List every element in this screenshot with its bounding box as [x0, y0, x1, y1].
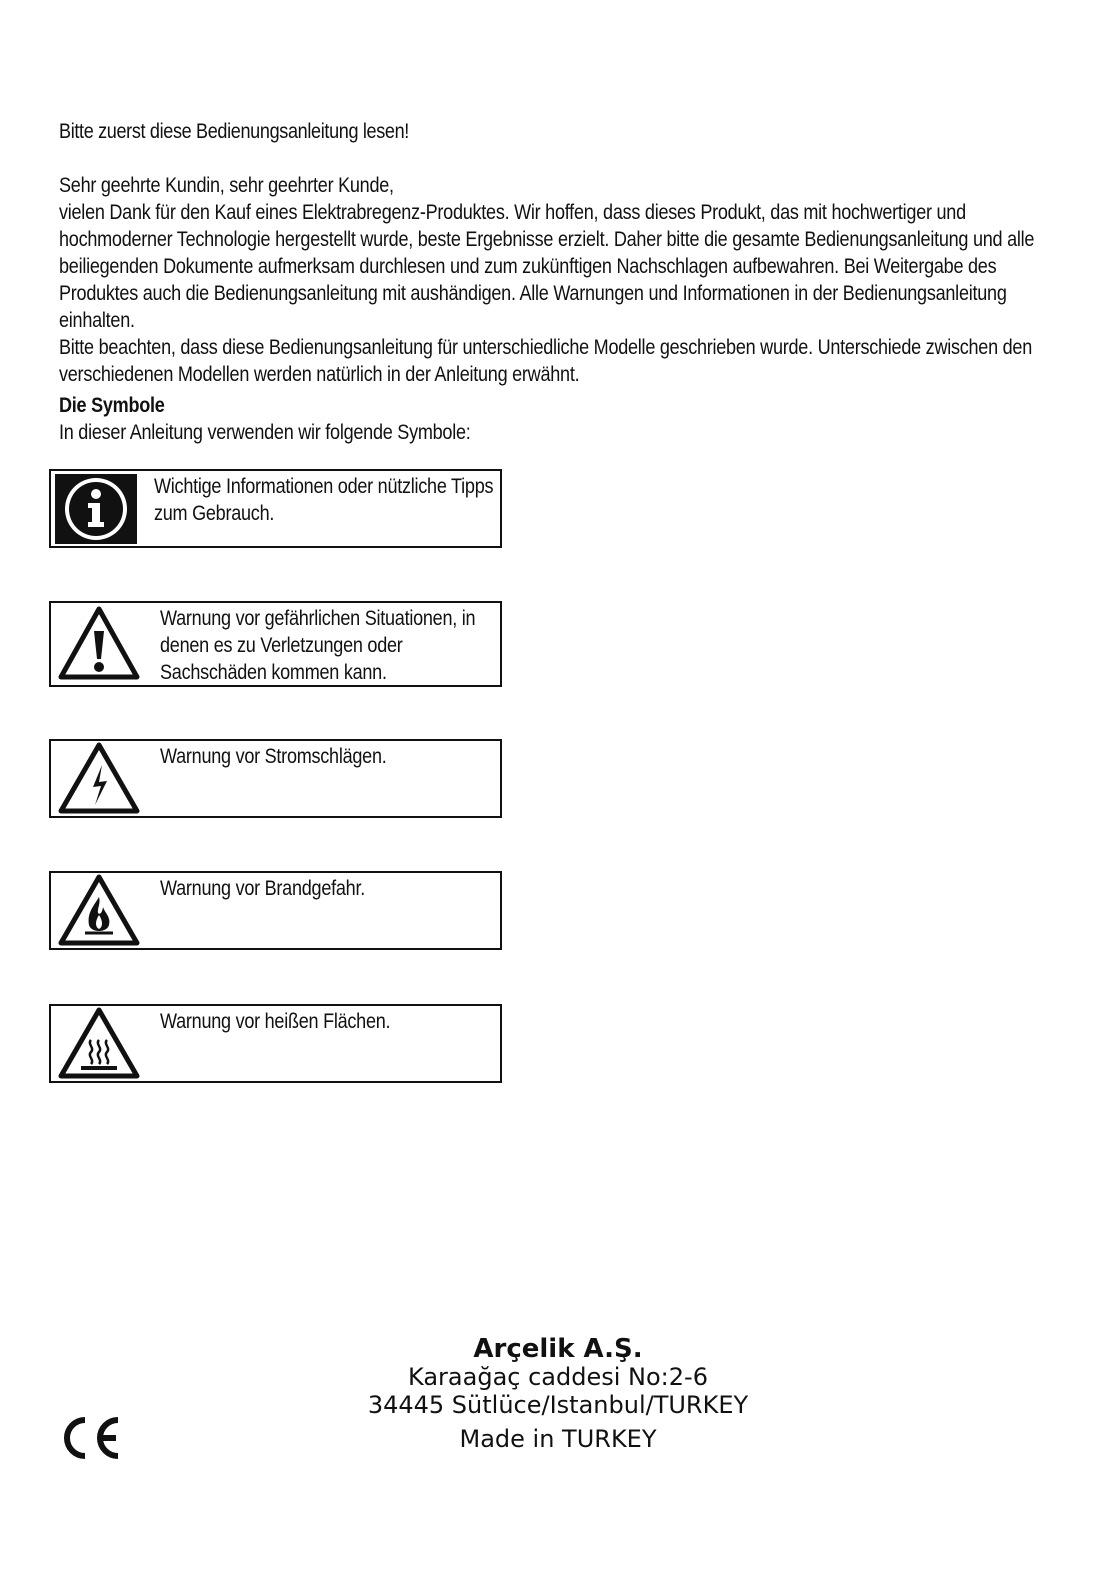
company-name: Arçelik A.Ş.	[473, 1334, 643, 1364]
street-address: Karaağaç caddesi No:2-6	[408, 1363, 708, 1391]
intro-paragraph: vielen Dank für den Kauf eines Elektrabregenz-Produktes. Wir hoffen, dass dieses Produkt, das mit hochwertiger und hochmoderner Technologie hergestellt wurde, beste Ergebnisse erzielt. Daher bitte die gesamte Bedienungsanleitung und alle beiliegenden Dokumente aufmerksam durchlesen und zum zukünftigen Nachschlagen aufbewahren. Bei Weitergabe des Produktes auch die Bedienungsanleitung mit aushändigen. Alle Warnungen und Informationen in der Bedienungsanleitung einhalten.	[59, 201, 1035, 332]
made-in: Made in TURKEY	[459, 1425, 657, 1453]
fire-text: Warnung vor Brandgefahr.	[160, 877, 365, 900]
manufacturer-address	[300, 1335, 816, 1453]
info-icon	[55, 474, 137, 549]
city-address: 34445 Sütlüce/Istanbul/TURKEY	[367, 1391, 749, 1419]
symbols-title: Die Symbole	[59, 394, 165, 417]
ce-mark-icon	[58, 1414, 124, 1467]
symbol-box-info	[49, 469, 502, 548]
symbols-intro: In dieser Anleitung verwenden wir folgende Symbole:	[59, 421, 471, 444]
electric-text: Warnung vor Stromschlägen.	[160, 745, 387, 768]
intro-text	[59, 172, 1052, 446]
warning-icon	[57, 605, 141, 686]
electric-shock-icon	[57, 741, 141, 820]
salutation: Sehr geehrte Kundin, sehr geehrter Kunde,	[59, 174, 394, 197]
symbol-box-warning	[49, 601, 502, 687]
info-text: Wichtige Informationen oder nützliche Tipps zum Gebrauch.	[154, 475, 494, 525]
warning-text: Warnung vor gefährlichen Situationen, in denen es zu Verletzungen oder Sachschäden kommen kann.	[160, 607, 476, 684]
fire-icon	[57, 873, 141, 952]
page-heading: Bitte zuerst diese Bedienungsanleitung lesen!	[59, 120, 409, 143]
hot-surface-text: Warnung vor heißen Flächen.	[160, 1010, 391, 1033]
symbol-box-fire	[49, 871, 502, 950]
symbol-box-electric	[49, 739, 502, 818]
symbol-box-hot-surface	[49, 1004, 502, 1083]
models-note: Bitte beachten, dass diese Bedienungsanleitung für unterschiedliche Modelle geschrieben wurde. Unterschiede zwischen den verschiedenen Modellen werden natürlich in der Anleitung erwähnt.	[59, 336, 1033, 386]
hot-surface-icon	[57, 1006, 141, 1085]
